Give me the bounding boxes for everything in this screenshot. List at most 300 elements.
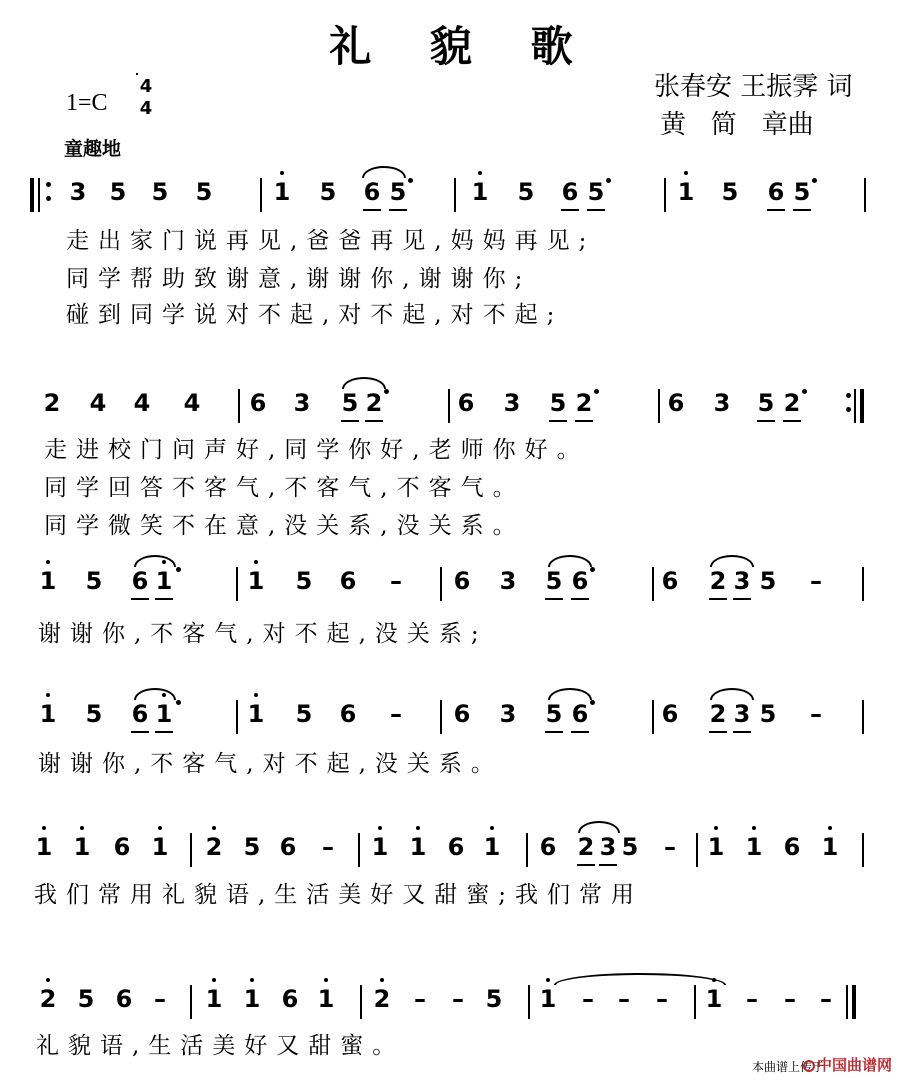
note-digit: 6 [249,389,267,417]
note-5-16 [619,833,641,861]
note-digit: 1 [73,833,91,861]
note-4-13 [659,700,681,728]
note-1-8 [387,178,409,206]
note-digit: 5 [587,178,605,206]
augmentation-dot [606,178,611,183]
note-3-8 [385,567,407,595]
note-digit: 3 [293,389,311,417]
note-digit: 1 [247,567,265,595]
note-3-16 [757,567,779,595]
note-5-9 [369,833,391,861]
upload-note: 本曲谱上传于 [751,1060,824,1074]
eighth-underline [757,420,775,422]
note-2-2 [87,389,109,417]
note-digit: 6 [457,389,475,417]
high-octave-dot [324,978,328,982]
note-digit: 5 [757,389,775,417]
augmentation-dot [812,178,817,183]
note-2-1 [41,389,63,417]
note-dash: – [746,985,758,1013]
note-2-7 [339,389,361,417]
note-digit: 1 [471,178,489,206]
note-6-12 [483,985,505,1013]
eighth-underline [767,209,785,211]
note-4-12 [569,700,591,728]
barline [454,178,456,212]
note-digit: 4 [89,389,107,417]
note-digit: 2 [39,985,57,1013]
note-1-3 [149,178,171,206]
high-octave-dot [254,693,258,697]
eighth-underline [363,209,381,211]
note-5-19 [743,833,765,861]
barline [862,833,864,867]
barline [862,567,864,601]
note-6-8 [315,985,337,1013]
high-octave-dot [42,826,46,830]
eighth-underline [365,420,383,422]
note-3-4 [153,567,175,595]
note-4-15 [731,700,753,728]
note-digit: 6 [339,700,357,728]
note-6-9 [371,985,393,1013]
note-digit: 5 [721,178,739,206]
eighth-underline [599,864,617,866]
note-5-3 [111,833,133,861]
note-digit: 5 [389,178,407,206]
note-digit: 2 [43,389,61,417]
note-3-1 [37,567,59,595]
note-digit: 3 [69,178,87,206]
note-digit: 4 [183,389,201,417]
lyric-line-2-2: 同学回答不客气,不客气,不客气。 [44,475,525,501]
note-2-14 [711,389,733,417]
eighth-underline [131,598,149,600]
note-5-5 [203,833,225,861]
note-digit: 1 [677,178,695,206]
eighth-underline [155,731,173,733]
note-5-2 [71,833,93,861]
lyric-line-1-2: 同学帮助致谢意,谢谢你,谢谢你; [66,266,532,292]
note-digit: 1 [745,833,763,861]
note-digit: 5 [485,985,503,1013]
note-4-11 [543,700,565,728]
eighth-underline [571,731,589,733]
note-digit: 6 [131,567,149,595]
note-digit: 5 [545,567,563,595]
note-5-18 [705,833,727,861]
barline [652,567,654,601]
note-4-14 [707,700,729,728]
note-6-13 [537,985,559,1013]
note-digit: 1 [409,833,427,861]
note-digit: 5 [295,700,313,728]
note-5-7 [277,833,299,861]
note-1-2 [107,178,129,206]
note-digit: 6 [453,700,471,728]
note-digit: 3 [733,700,751,728]
note-digit: 6 [447,833,465,861]
note-3-5 [245,567,267,595]
note-digit: 6 [339,567,357,595]
note-4-10 [497,700,519,728]
note-digit: 2 [577,833,595,861]
note-6-11 [447,985,469,1013]
note-4-3 [129,700,151,728]
note-2-8 [363,389,385,417]
note-3-15 [731,567,753,595]
note-digit: 6 [561,178,579,206]
eighth-underline [549,420,567,422]
note-digit: 5 [341,389,359,417]
barline [658,389,660,423]
barline [236,700,238,734]
note-6-18 [741,985,763,1013]
note-digit: 2 [373,985,391,1013]
lyric-line-5-1: 我们常用礼貌语,生活美好又甜蜜;我们常用 [34,882,644,908]
note-2-5 [247,389,269,417]
slur [134,688,176,700]
eighth-underline [389,209,407,211]
eighth-underline [545,731,563,733]
repeat-dot [846,393,851,398]
note-1-4 [193,178,215,206]
site-logo-text: 中国曲谱网 [816,1056,892,1074]
note-1-9 [469,178,491,206]
repeat-dot [46,196,51,201]
note-digit: 1 [371,833,389,861]
eighth-underline [571,598,589,600]
barline [358,833,360,867]
barline [236,567,238,601]
eighth-underline [575,420,593,422]
barline [360,985,362,1019]
barline [696,833,698,867]
lyric-line-1-3: 碰到同学说对不起,对不起,对不起; [66,302,564,328]
time-signature-bottom: 4 [139,98,153,119]
final-barline-thin [846,985,848,1019]
note-5-6 [241,833,263,861]
note-dash: – [414,985,426,1013]
note-6-7 [279,985,301,1013]
barline [260,178,262,212]
note-4-1 [37,700,59,728]
eighth-underline [545,598,563,600]
note-digit: 1 [155,567,173,595]
note-digit: 1 [39,700,57,728]
note-4-17 [805,700,827,728]
barline [526,833,528,867]
high-octave-dot [752,826,756,830]
note-digit: 1 [317,985,335,1013]
augmentation-dot [408,178,413,183]
note-5-13 [537,833,559,861]
note-digit: 3 [499,567,517,595]
note-2-9 [455,389,477,417]
note-digit: 6 [113,833,131,861]
lyricist-credit: 张春安 王振霁 词 [654,72,853,102]
note-digit: 2 [783,389,801,417]
augmentation-dot [176,567,181,572]
note-1-7 [361,178,383,206]
note-4-4 [153,700,175,728]
note-digit: 6 [279,833,297,861]
note-5-21 [819,833,841,861]
note-6-16 [651,985,673,1013]
note-digit: 5 [517,178,535,206]
note-3-9 [451,567,473,595]
note-3-11 [543,567,565,595]
note-5-8 [317,833,339,861]
note-3-3 [129,567,151,595]
barline [238,389,240,423]
note-digit: 1 [205,985,223,1013]
note-5-14 [575,833,597,861]
note-digit: 6 [131,700,149,728]
lyric-line-6-1: 礼貌语,生活美好又甜蜜。 [36,1033,405,1059]
note-3-13 [659,567,681,595]
time-signature [136,76,156,120]
page-title: 礼 貌 歌 [329,22,595,71]
note-digit: 3 [499,700,517,728]
high-octave-dot [714,826,718,830]
high-octave-dot [46,560,50,564]
note-6-19 [779,985,801,1013]
note-digit: 1 [821,833,839,861]
eighth-underline [709,731,727,733]
high-octave-dot [212,826,216,830]
note-4-16 [757,700,779,728]
note-digit: 6 [767,178,785,206]
note-digit: 1 [707,833,725,861]
note-digit: 5 [109,178,127,206]
note-5-4 [149,833,171,861]
note-digit: 2 [575,389,593,417]
lyric-line-3-1: 谢谢你,不客气,对不起,没关系; [38,621,488,647]
barline [448,389,450,423]
repeat-dot [46,182,51,187]
note-3-17 [805,567,827,595]
note-6-6 [241,985,263,1013]
note-digit: 5 [243,833,261,861]
note-digit: 6 [571,567,589,595]
lyric-line-1-1: 走出家门说再见,爸爸再见,妈妈再见; [66,228,596,254]
note-digit: 3 [713,389,731,417]
high-octave-dot [80,826,84,830]
note-1-15 [765,178,787,206]
note-6-4 [149,985,171,1013]
slur [710,555,754,567]
augmentation-dot [802,389,807,394]
note-6-15 [613,985,635,1013]
lyric-line-4-1: 谢谢你,不客气,对不起,没关系。 [38,751,503,777]
augmentation-dot [176,700,181,705]
note-digit: 5 [549,389,567,417]
eighth-underline [341,420,359,422]
note-1-11 [559,178,581,206]
eighth-underline [587,209,605,211]
note-6-10 [409,985,431,1013]
note-digit: 6 [661,567,679,595]
high-octave-dot [280,171,284,175]
note-digit: 3 [599,833,617,861]
high-octave-dot [684,171,688,175]
augmentation-dot [594,389,599,394]
note-digit: 1 [247,700,265,728]
slur [134,555,176,567]
note-5-10 [407,833,429,861]
repeat-start-thick [30,178,34,212]
note-digit: 1 [273,178,291,206]
note-5-11 [445,833,467,861]
note-3-7 [337,567,359,595]
key-signature: 1=C [66,90,108,116]
barline [664,178,666,212]
note-1-1 [67,178,89,206]
note-digit: 5 [319,178,337,206]
note-digit: 5 [793,178,811,206]
high-octave-dot [380,978,384,982]
note-dash: – [784,985,796,1013]
high-octave-dot [212,978,216,982]
eighth-underline [783,420,801,422]
high-octave-dot [378,826,382,830]
note-2-11 [547,389,569,417]
note-digit: 3 [503,389,521,417]
repeat-start-thin [38,178,40,212]
note-3-6 [293,567,315,595]
note-6-5 [203,985,225,1013]
note-dash: – [582,985,594,1013]
eighth-underline [709,598,727,600]
note-6-20 [815,985,837,1013]
repeat-dot [846,407,851,412]
note-digit: 6 [363,178,381,206]
note-5-1 [33,833,55,861]
note-2-12 [573,389,595,417]
note-2-16 [781,389,803,417]
eighth-underline [131,731,149,733]
barline [190,985,192,1019]
slur [578,821,620,833]
augmentation-dot [590,567,595,572]
note-1-5 [271,178,293,206]
note-digit: 1 [705,985,723,1013]
high-octave-dot [546,978,550,982]
barline [440,567,442,601]
high-octave-dot [158,826,162,830]
note-dash: – [618,985,630,1013]
note-2-15 [755,389,777,417]
note-1-6 [317,178,339,206]
final-barline-thick [852,985,856,1019]
note-5-20 [781,833,803,861]
slur [710,688,754,700]
note-3-14 [707,567,729,595]
barline [694,985,696,1019]
repeat-end-thin [854,389,856,423]
note-digit: 6 [661,700,679,728]
note-digit: 4 [133,389,151,417]
note-1-14 [719,178,741,206]
note-digit: 6 [783,833,801,861]
high-octave-dot [46,978,50,982]
note-digit: 1 [35,833,53,861]
note-4-9 [451,700,473,728]
slur [548,688,592,700]
eighth-underline [155,598,173,600]
note-6-1 [37,985,59,1013]
lyric-line-2-1: 走进校门问声好,同学你好,老师你好。 [44,437,589,463]
barline [528,985,530,1019]
note-digit: 6 [453,567,471,595]
eighth-underline [793,209,811,211]
barline [190,833,192,867]
note-digit: 5 [195,178,213,206]
lyric-line-2-3: 同学微笑不在意,没关系,没关系。 [44,513,525,539]
note-3-10 [497,567,519,595]
note-digit: 2 [365,389,383,417]
time-signature-top: 4 [139,76,153,97]
high-octave-dot [478,171,482,175]
note-digit: 3 [733,567,751,595]
note-2-6 [291,389,313,417]
note-dash: – [390,567,402,595]
note-4-6 [293,700,315,728]
note-digit: 5 [545,700,563,728]
eighth-underline [577,864,595,866]
high-octave-dot [490,826,494,830]
note-dash: – [656,985,668,1013]
augmentation-dot [384,389,389,394]
high-octave-dot [46,693,50,697]
note-5-12 [481,833,503,861]
note-digit: 6 [667,389,685,417]
eighth-underline [733,731,751,733]
note-dash: – [664,833,676,861]
slur [548,555,592,567]
repeat-end-thick [860,389,864,423]
note-2-10 [501,389,523,417]
tempo-marking: 童趣地 [64,138,122,160]
note-6-17 [703,985,725,1013]
eighth-underline [733,598,751,600]
note-dash: – [322,833,334,861]
high-octave-dot [416,826,420,830]
note-digit: 1 [39,567,57,595]
augmentation-dot [590,700,595,705]
high-octave-dot [828,826,832,830]
site-logo [803,1054,892,1075]
note-digit: 6 [281,985,299,1013]
high-octave-dot [254,560,258,564]
note-digit: 2 [709,700,727,728]
note-digit: 2 [205,833,223,861]
note-digit: 5 [85,567,103,595]
note-5-15 [597,833,619,861]
note-2-13 [665,389,687,417]
barline [864,178,866,212]
note-6-2 [75,985,97,1013]
note-2-3 [131,389,153,417]
barline [862,700,864,734]
note-dash: – [452,985,464,1013]
note-2-4 [181,389,203,417]
note-digit: 5 [759,700,777,728]
note-digit: 1 [483,833,501,861]
note-4-5 [245,700,267,728]
note-digit: 6 [571,700,589,728]
